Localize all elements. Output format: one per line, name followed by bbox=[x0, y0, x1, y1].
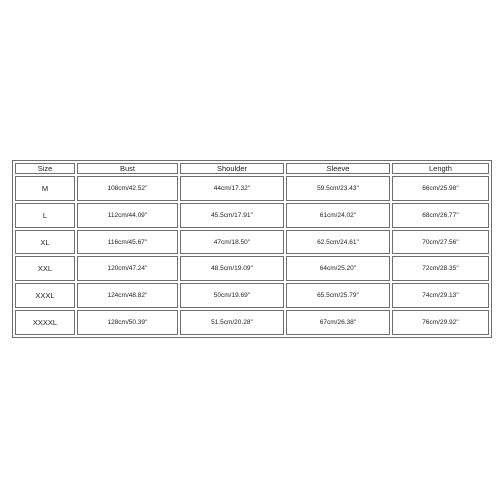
cell-shoulder: 48.5cm/19.09'' bbox=[180, 256, 284, 281]
cell-size: L bbox=[15, 203, 75, 228]
cell-sleeve: 64cm/25.20'' bbox=[286, 256, 390, 281]
header-sleeve: Sleeve bbox=[286, 163, 390, 174]
cell-length: 72cm/28.35'' bbox=[392, 256, 489, 281]
cell-size: XXL bbox=[15, 256, 75, 281]
cell-shoulder: 45.5cm/17.91'' bbox=[180, 203, 284, 228]
cell-sleeve: 62.5cm/24.61'' bbox=[286, 230, 390, 255]
cell-bust: 128cm/50.39'' bbox=[77, 310, 178, 335]
cell-shoulder: 44cm/17.32'' bbox=[180, 176, 284, 201]
size-chart-table bbox=[12, 160, 492, 338]
cell-bust: 124cm/48.82'' bbox=[77, 283, 178, 308]
table-row bbox=[15, 310, 489, 335]
cell-sleeve: 67cm/26.38'' bbox=[286, 310, 390, 335]
cell-length: 68cm/26.77'' bbox=[392, 203, 489, 228]
table-row bbox=[15, 176, 489, 201]
header-size: Size bbox=[15, 163, 75, 174]
header-shoulder: Shoulder bbox=[180, 163, 284, 174]
cell-bust: 112cm/44.09'' bbox=[77, 203, 178, 228]
cell-length: 66cm/25.98'' bbox=[392, 176, 489, 201]
cell-size: XXXL bbox=[15, 283, 75, 308]
cell-size: M bbox=[15, 176, 75, 201]
cell-length: 74cm/29.13'' bbox=[392, 283, 489, 308]
cell-bust: 108cm/42.52'' bbox=[77, 176, 178, 201]
cell-size: XXXXL bbox=[15, 310, 75, 335]
table-row bbox=[15, 283, 489, 308]
cell-bust: 120cm/47.24'' bbox=[77, 256, 178, 281]
size-chart-header bbox=[15, 163, 489, 174]
cell-sleeve: 65.5cm/25.79'' bbox=[286, 283, 390, 308]
cell-bust: 116cm/45.67'' bbox=[77, 230, 178, 255]
cell-sleeve: 59.5cm/23.43'' bbox=[286, 176, 390, 201]
cell-shoulder: 51.5cm/20.28'' bbox=[180, 310, 284, 335]
cell-length: 70cm/27.56'' bbox=[392, 230, 489, 255]
cell-sleeve: 61cm/24.02'' bbox=[286, 203, 390, 228]
header-length: Length bbox=[392, 163, 489, 174]
cell-size: XL bbox=[15, 230, 75, 255]
cell-length: 76cm/29.92'' bbox=[392, 310, 489, 335]
table-row bbox=[15, 230, 489, 255]
header-bust: Bust bbox=[77, 163, 178, 174]
cell-shoulder: 50cm/19.69'' bbox=[180, 283, 284, 308]
cell-shoulder: 47cm/18.50'' bbox=[180, 230, 284, 255]
size-chart-body bbox=[15, 176, 489, 335]
header-row bbox=[15, 163, 489, 174]
table-row bbox=[15, 256, 489, 281]
table-row bbox=[15, 203, 489, 228]
